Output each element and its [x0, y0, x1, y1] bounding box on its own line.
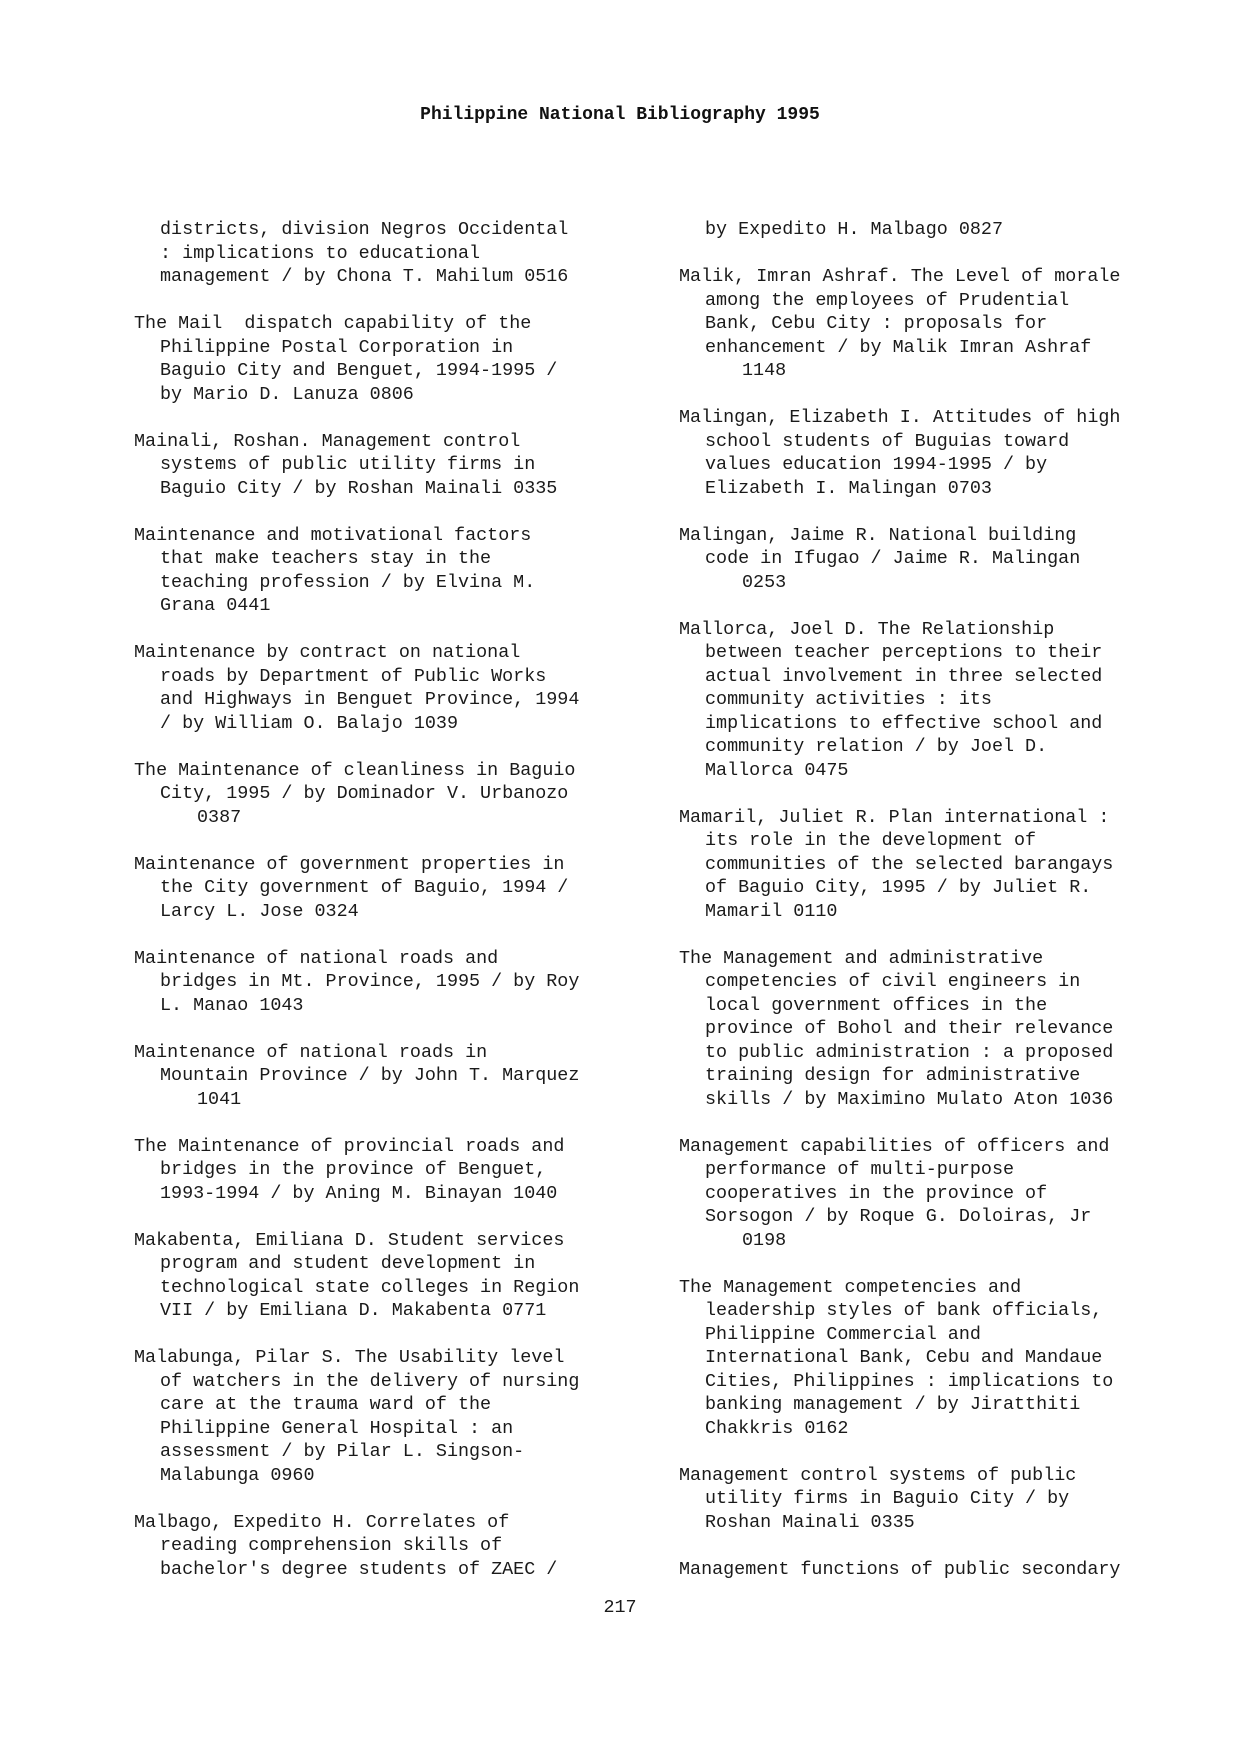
entry-line: International Bank, Cebu and Mandaue: [705, 1347, 1103, 1368]
entry-line: Philippine Commercial and: [705, 1323, 981, 1345]
entry-line: Larcy L. Jose 0324: [160, 900, 359, 922]
entry-line: Philippine Postal Corporation in: [160, 336, 514, 358]
bibliography-entry: [134, 1346, 664, 1487]
entry-line: Mamaril, Juliet R. Plan international :: [679, 806, 1110, 828]
entry-line: cooperatives in the province of: [705, 1182, 1048, 1204]
entry-line: Mallorca, Joel D. The Relationship: [679, 618, 1055, 640]
entry-line: Mainali, Roshan. Management control: [134, 430, 521, 452]
entry-line: City, 1995 / by Dominador V. Urbanozo: [160, 783, 569, 804]
bibliography-entry: [679, 1464, 1209, 1535]
entry-line: Mallorca 0475: [705, 759, 849, 781]
bibliography-entry: [679, 1558, 1209, 1582]
entry-line: roads by Department of Public Works: [160, 665, 547, 687]
bibliography-entry: [134, 759, 664, 830]
entry-line: that make teachers stay in the: [160, 548, 492, 569]
entry-line: districts, division Negros Occidental: [160, 219, 569, 240]
entry-line: training design for administrative: [705, 1065, 1081, 1086]
entry-line: Management capabilities of officers and: [679, 1135, 1110, 1157]
entry-line: its role in the development of: [705, 830, 1037, 851]
entry-line: to public administration : a proposed: [705, 1041, 1114, 1063]
entry-line: province of Bohol and their relevance: [705, 1018, 1114, 1039]
entry-line: Bank, Cebu City : proposals for: [705, 313, 1048, 334]
page-header: Philippine National Bibliography 1995: [420, 105, 820, 125]
entry-line: Malbago, Expedito H. Correlates of: [134, 1511, 510, 1533]
entry-line: The Maintenance of provincial roads and: [134, 1135, 565, 1157]
entry-line: management / by Chona T. Mahilum 0516: [160, 266, 569, 287]
bibliography-entry: [679, 1135, 1209, 1253]
entry-line: Makabenta, Emiliana D. Student services: [134, 1229, 565, 1251]
bibliography-entry: [679, 618, 1209, 783]
entry-line: Baguio City and Benguet, 1994-1995 /: [160, 360, 558, 381]
entry-line: Mamaril 0110: [705, 900, 838, 922]
entry-line: Mountain Province / by John T. Marquez: [160, 1065, 580, 1086]
entry-line: competencies of civil engineers in: [705, 971, 1081, 992]
page-number: 217: [603, 1597, 637, 1618]
entry-line: care at the trauma ward of the: [160, 1394, 492, 1415]
entry-line: between teacher perceptions to their: [705, 642, 1103, 663]
entry-line: Malabunga 0960: [160, 1464, 315, 1486]
entry-line: school students of Buguias toward: [705, 430, 1070, 452]
bibliography-entry: [134, 218, 664, 289]
entry-line: VII / by Emiliana D. Makabenta 0771: [160, 1300, 547, 1321]
bibliography-entry: [134, 524, 664, 618]
entry-line: Cities, Philippines : implications to: [705, 1370, 1114, 1392]
entry-line: bachelor's degree students of ZAEC /: [160, 1558, 558, 1580]
entry-line: leadership styles of bank officials,: [705, 1300, 1103, 1321]
entry-line: 1041: [197, 1088, 242, 1110]
bibliography-entry: [134, 853, 664, 924]
entry-line: The Management and administrative: [679, 947, 1044, 969]
bibliography-entry: [679, 265, 1209, 383]
entry-line: 0253: [742, 571, 787, 593]
entry-line: enhancement / by Malik Imran Ashraf: [705, 336, 1092, 358]
entry-line: of watchers in the delivery of nursing: [160, 1370, 580, 1392]
entry-line: Grana 0441: [160, 595, 271, 616]
entry-line: code in Ifugao / Jaime R. Malingan: [705, 548, 1081, 569]
bibliography-entry: [134, 1229, 664, 1323]
bibliography-entry: [679, 947, 1209, 1112]
entry-line: teaching profession / by Elvina M.: [160, 571, 536, 593]
entry-line: communities of the selected barangays: [705, 853, 1114, 875]
bibliography-entry: [679, 406, 1209, 500]
entry-line: bridges in Mt. Province, 1995 / by Roy: [160, 971, 580, 992]
bibliography-entry: [134, 312, 664, 406]
entry-line: 0387: [197, 806, 242, 828]
entry-line: reading comprehension skills of: [160, 1535, 503, 1556]
entry-line: 0198: [742, 1229, 787, 1251]
entry-line: among the employees of Prudential: [705, 289, 1070, 311]
entry-line: / by William O. Balajo 1039: [160, 712, 458, 734]
entry-line: skills / by Maximino Mulato Aton 1036: [705, 1088, 1114, 1110]
entry-line: Baguio City / by Roshan Mainali 0335: [160, 477, 558, 499]
entry-line: Philippine General Hospital : an: [160, 1417, 514, 1439]
bibliography-entry: [134, 947, 664, 1018]
entry-line: the City government of Baguio, 1994 /: [160, 877, 569, 898]
entry-line: Malik, Imran Ashraf. The Level of morale: [679, 266, 1121, 287]
entry-line: The Management competencies and: [679, 1276, 1022, 1298]
entry-line: The Mail dispatch capability of the: [134, 313, 532, 334]
entry-line: Maintenance of national roads and: [134, 947, 499, 969]
entry-line: Elizabeth I. Malingan 0703: [705, 477, 992, 499]
entry-line: Management functions of public secondary: [679, 1558, 1121, 1580]
entry-line: Roshan Mainali 0335: [705, 1511, 915, 1533]
entry-line: bridges in the province of Benguet,: [160, 1159, 547, 1180]
bibliography-entry: [134, 1041, 664, 1112]
entry-line: banking management / by Jiratthiti: [705, 1394, 1081, 1415]
entry-line: Malingan, Elizabeth I. Attitudes of high: [679, 407, 1121, 428]
entry-line: assessment / by Pilar L. Singson-: [160, 1441, 525, 1462]
bibliography-entry: [679, 1276, 1209, 1441]
bibliography-entry: [134, 430, 664, 501]
entry-line: program and student development in: [160, 1253, 536, 1274]
entry-line: Maintenance of government properties in: [134, 853, 565, 875]
entry-line: Sorsogon / by Roque G. Doloiras, Jr: [705, 1206, 1092, 1227]
entry-line: of Baguio City, 1995 / by Juliet R.: [705, 877, 1092, 898]
entry-line: Maintenance and motivational factors: [134, 524, 532, 546]
entry-line: : implications to educational: [160, 242, 481, 264]
entry-line: performance of multi-purpose: [705, 1159, 1015, 1180]
bibliography-entry: [134, 1511, 664, 1582]
entry-line: Malingan, Jaime R. National building: [679, 524, 1077, 546]
entry-line: local government offices in the: [705, 994, 1048, 1016]
bibliography-entry: [679, 218, 1209, 242]
left-column: [134, 218, 664, 1605]
entry-line: Maintenance of national roads in: [134, 1041, 488, 1063]
entry-line: technological state colleges in Region: [160, 1276, 580, 1298]
entry-line: L. Manao 1043: [160, 994, 304, 1016]
entry-line: Malabunga, Pilar S. The Usability level: [134, 1347, 565, 1368]
entry-line: Chakkris 0162: [705, 1417, 849, 1439]
right-column: [679, 218, 1209, 1605]
entry-line: systems of public utility firms in: [160, 454, 536, 475]
entry-line: implications to effective school and: [705, 712, 1103, 734]
entry-line: community activities : its: [705, 689, 992, 710]
entry-line: and Highways in Benguet Province, 1994: [160, 689, 580, 710]
entry-line: by Expedito H. Malbago 0827: [705, 219, 1003, 240]
entry-line: community relation / by Joel D.: [705, 736, 1048, 757]
bibliography-entry: [679, 806, 1209, 924]
bibliography-entry: [134, 1135, 664, 1206]
bibliography-entry: [134, 641, 664, 735]
entry-line: 1148: [742, 360, 787, 381]
entry-line: Maintenance by contract on national: [134, 642, 521, 663]
entry-line: Management control systems of public: [679, 1464, 1077, 1486]
bibliography-entry: [679, 524, 1209, 595]
entry-line: values education 1994-1995 / by: [705, 454, 1048, 475]
entry-line: actual involvement in three selected: [705, 665, 1103, 687]
entry-line: by Mario D. Lanuza 0806: [160, 383, 414, 405]
entry-line: 1993-1994 / by Aning M. Binayan 1040: [160, 1182, 558, 1204]
entry-line: The Maintenance of cleanliness in Baguio: [134, 759, 576, 781]
entry-line: utility firms in Baguio City / by: [705, 1488, 1070, 1509]
